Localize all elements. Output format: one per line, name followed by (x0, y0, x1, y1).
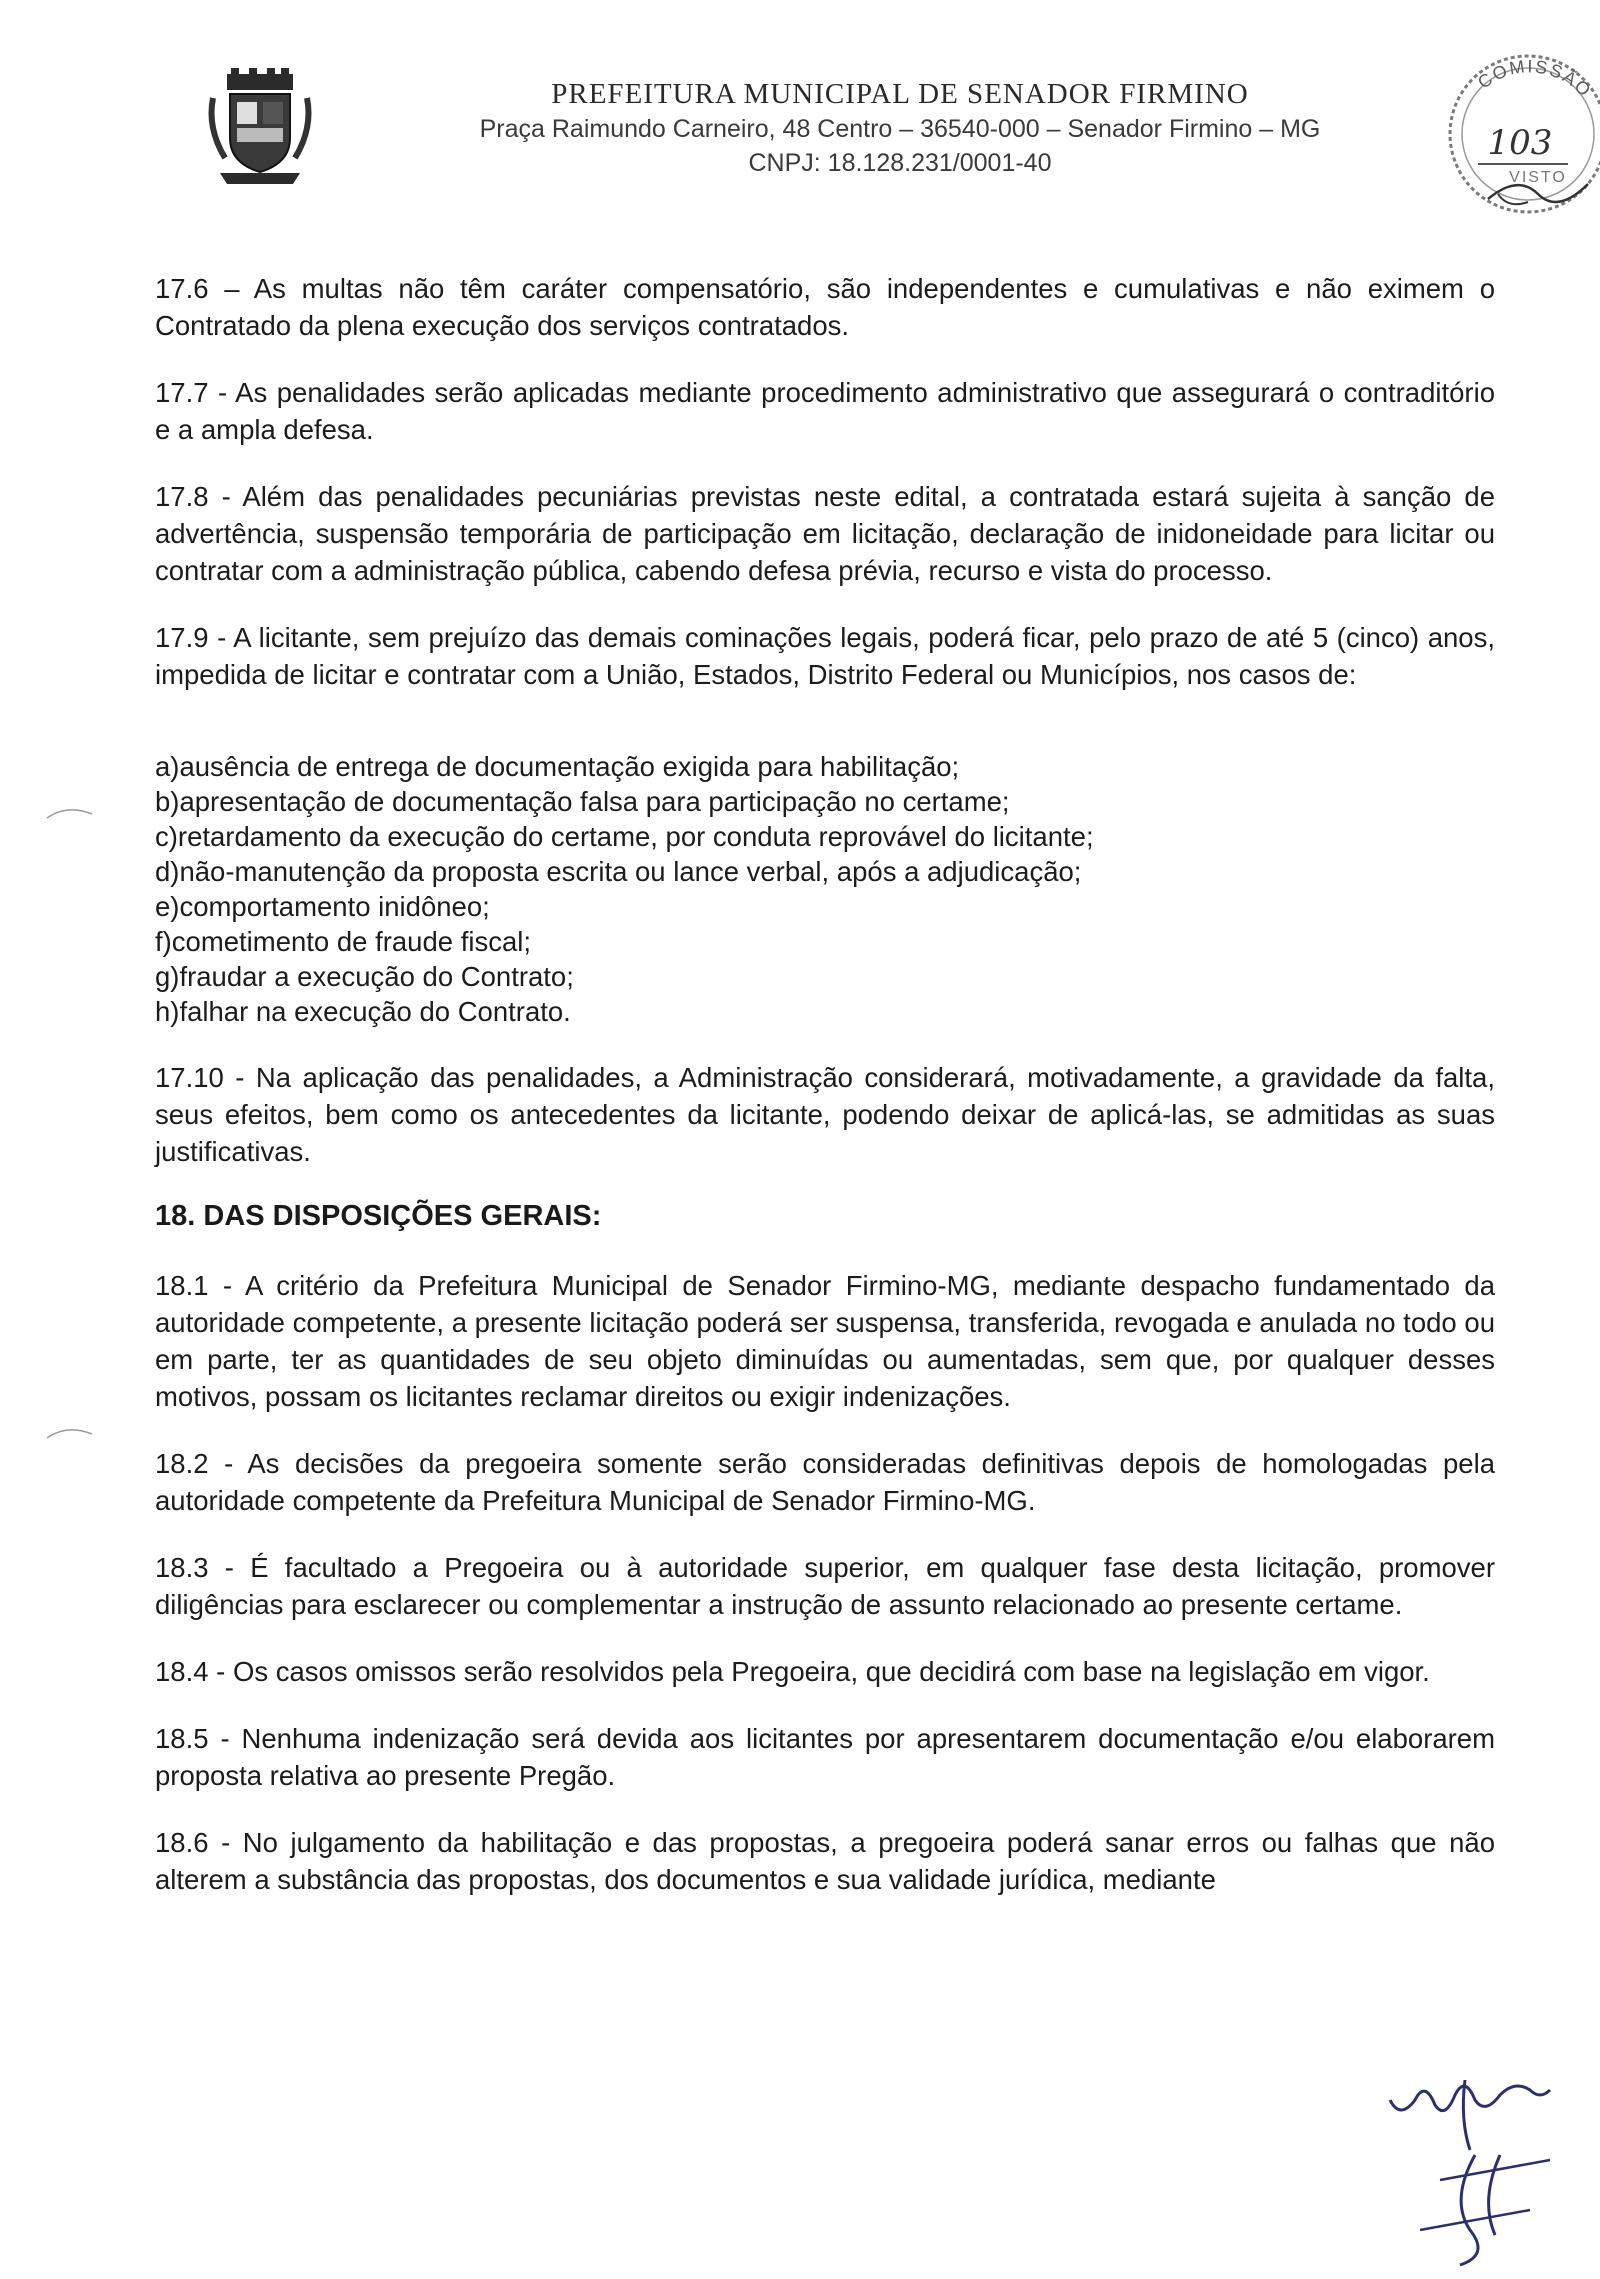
org-name: PREFEITURA MUNICIPAL DE SENADOR FIRMINO (551, 78, 1249, 110)
clause-17-10: 17.10 - Na aplicação das penalidades, a Administração considerará, motivadamente, a gravidade da falta, seus efeitos, bem como os antecedentes da licitante, podendo deixar de aplicá-las, se admitidas as suas justificativas. (155, 1062, 1495, 1167)
org-address: Praça Raimundo Carneiro, 48 Centro – 36540-000 – Senador Firmino – MG (479, 115, 1321, 143)
margin-mark-icon (42, 1420, 102, 1450)
list-item: h)falhar na execução do Contrato. (155, 996, 571, 1027)
clause-17-7: 17.7 - As penalidades serão aplicadas mediante procedimento administrativo que assegurará o contraditório e a ampla defesa. (155, 377, 1495, 445)
svg-text:COMISSÃO (1474, 56, 1596, 101)
stamp-bottom-text: VISTO (1509, 169, 1567, 186)
clause-18-4: 18.4 - Os casos omissos serão resolvidos pela Pregoeira, que decidirá com base na legislação em vigor. (155, 1656, 1430, 1687)
margin-mark-icon (42, 800, 102, 830)
list-item: g)fraudar a execução do Contrato; (155, 961, 574, 992)
list-item: f)cometimento de fraude fiscal; (155, 926, 532, 957)
clause-18-3: 18.3 - É facultado a Pregoeira ou à autoridade superior, em qualquer fase desta licitação, promover diligências para esclarecer ou complementar a instrução de assunto relacionado ao presente certame. (155, 1552, 1495, 1620)
clause-17-9: 17.9 - A licitante, sem prejuízo das demais cominações legais, poderá ficar, pelo prazo de até 5 (cinco) anos, impedida de licitar e contratar com a União, Estados, Distrito Federal ou Municípios, nos casos de: (155, 622, 1495, 690)
clause-17-9-list (155, 749, 1495, 1029)
signature-initials (1380, 2060, 1580, 2270)
stamp-number: 103 (1487, 123, 1553, 163)
clause-18-5: 18.5 - Nenhuma indenização será devida aos licitantes por apresentarem documentação e/ou elaborarem proposta relativa ao presente Pregão. (155, 1723, 1495, 1791)
clause-17-6: 17.6 – As multas não têm caráter compensatório, são independentes e cumulativas e não eximem o Contratado da plena execução dos serviços contratados. (155, 273, 1495, 341)
list-item: d)não-manutenção da proposta escrita ou lance verbal, após a adjudicação; (155, 856, 1082, 887)
municipal-crest-icon (205, 68, 315, 188)
letterhead (400, 76, 1400, 180)
spacer (155, 693, 1495, 749)
section-18-title: 18. DAS DISPOSIÇÕES GERAIS: (155, 1200, 602, 1232)
list-item: a)ausência de entrega de documentação exigida para habilitação; (155, 751, 960, 782)
list-item: e)comportamento inidôneo; (155, 891, 490, 922)
clause-18-6: 18.6 - No julgamento da habilitação e das propostas, a pregoeira poderá sanar erros ou falhas que não alterem a substância das propostas, dos documentos e sua validade jurídica, mediante (155, 1827, 1495, 1895)
clause-18-1: 18.1 - A critério da Prefeitura Municipal de Senador Firmino-MG, mediante despacho fundamentado da autoridade competente, a presente licitação poderá ser suspensa, transferida, revogada e anulada no todo ou em parte, ter as quantidades de seu objeto diminuídas ou aumentadas, sem que, por qualquer desses motivos, possam os licitantes reclamar direitos ou exigir indenizações. (155, 1270, 1495, 1412)
stamp-top-text: COMISSÃO (1474, 56, 1596, 102)
commission-stamp (1428, 24, 1600, 234)
clause-17-8: 17.8 - Além das penalidades pecuniárias previstas neste edital, a contratada estará sujeita à sanção de advertência, suspensão temporária de participação em licitação, declaração de inidoneidade para licitar ou contratar com a administração pública, cabendo defesa prévia, recurso e vista do processo. (155, 481, 1495, 586)
clause-18-2: 18.2 - As decisões da pregoeira somente serão consideradas definitivas depois de homologadas pela autoridade competente da Prefeitura Municipal de Senador Firmino-MG. (155, 1448, 1495, 1516)
list-item: c)retardamento da execução do certame, por conduta reprovável do licitante; (155, 821, 1094, 852)
list-item: b)apresentação de documentação falsa para participação no certame; (155, 786, 1010, 817)
document-body (155, 270, 1495, 1928)
org-cnpj: CNPJ: 18.128.231/0001-40 (748, 149, 1052, 177)
